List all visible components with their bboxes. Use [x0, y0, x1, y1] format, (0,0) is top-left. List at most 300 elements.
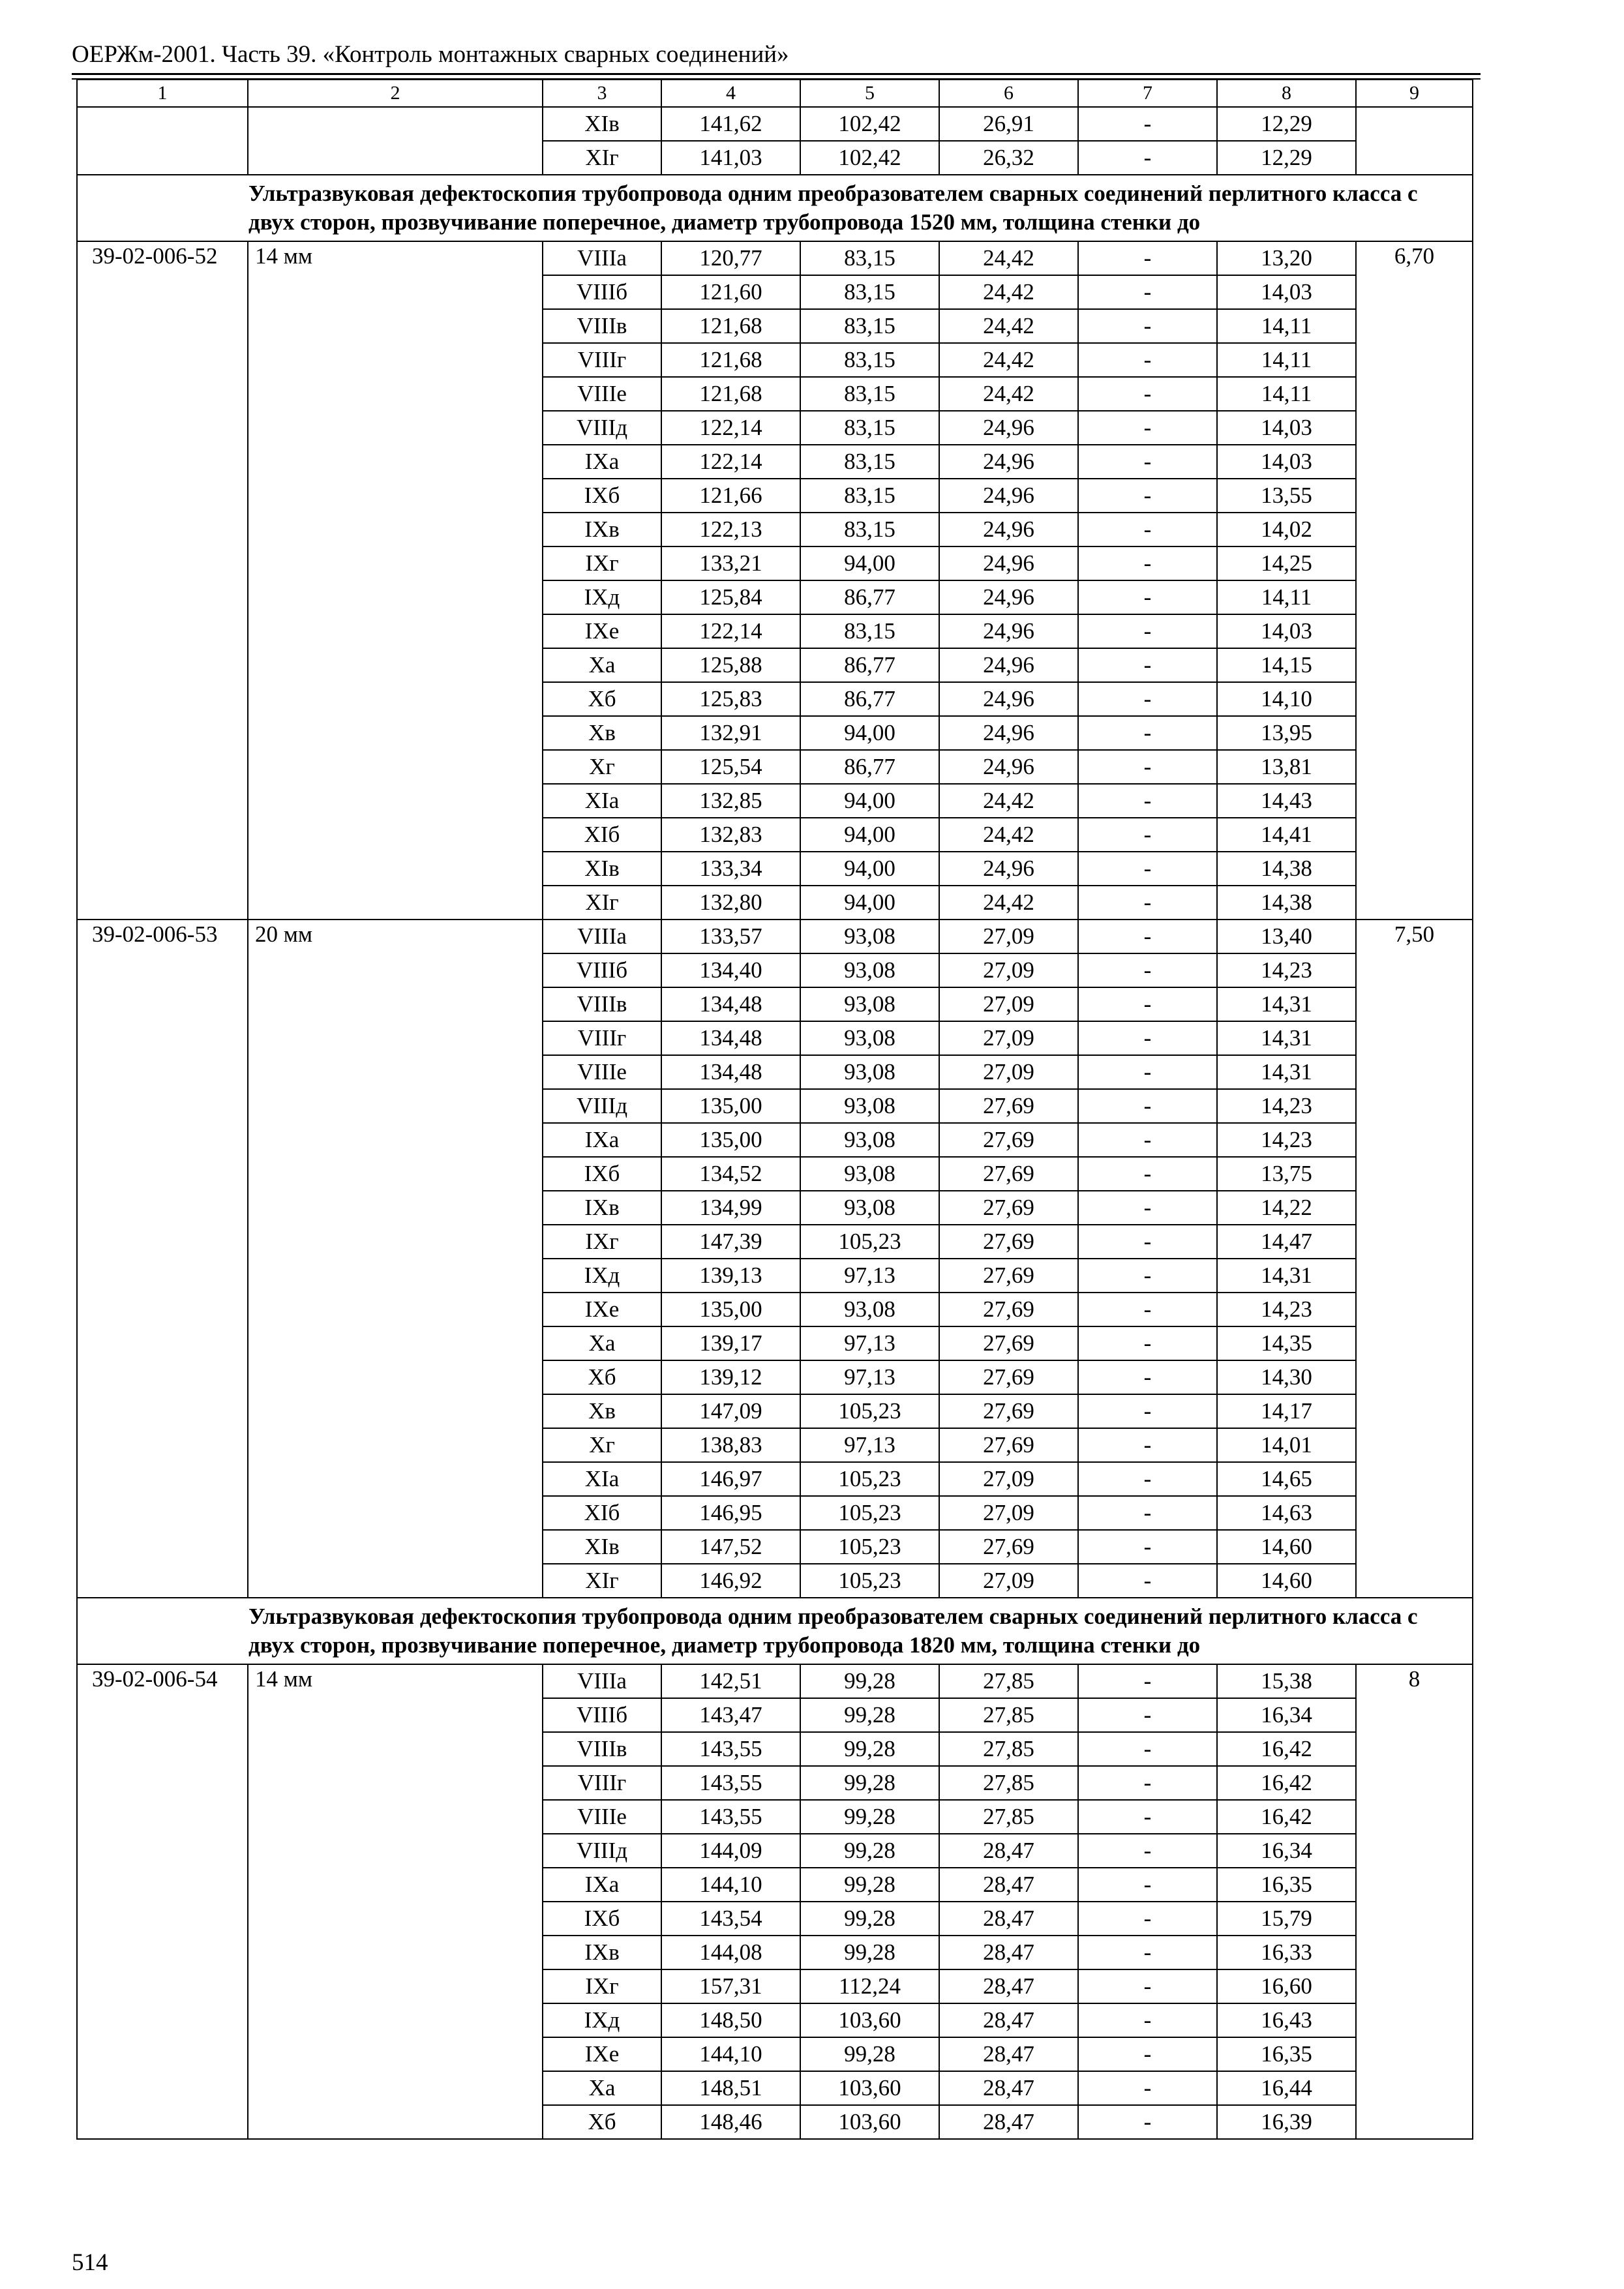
wages-machinists-cell: - [1078, 750, 1217, 784]
category-cell: XIв [543, 107, 661, 141]
wages-machinists-cell: - [1078, 1360, 1217, 1394]
total-cost-cell: 134,48 [661, 1055, 800, 1089]
wages-cell: 103,60 [800, 2003, 939, 2037]
total-cost-cell: 141,03 [661, 141, 800, 175]
machine-cost-cell: 27,69 [939, 1428, 1078, 1462]
category-cell: IXе [543, 2037, 661, 2071]
category-cell: IXг [543, 1969, 661, 2003]
materials-cell: 14,23 [1217, 1123, 1356, 1157]
wages-cell: 83,15 [800, 614, 939, 648]
category-cell: VIIIа [543, 920, 661, 953]
rate-code-cell: 39-02-006-54 [77, 1664, 248, 2139]
wages-cell: 97,13 [800, 1428, 939, 1462]
machine-cost-cell: 24,96 [939, 614, 1078, 648]
materials-cell: 13,81 [1217, 750, 1356, 784]
total-cost-cell: 143,54 [661, 1902, 800, 1936]
total-cost-cell: 144,10 [661, 2037, 800, 2071]
wages-machinists-cell: - [1078, 1462, 1217, 1496]
category-cell: IXе [543, 614, 661, 648]
materials-cell: 13,20 [1217, 241, 1356, 275]
total-cost-cell: 122,13 [661, 513, 800, 546]
total-cost-cell: 134,52 [661, 1157, 800, 1191]
rate-code-cell: 39-02-006-53 [77, 920, 248, 1598]
machine-cost-cell: 27,85 [939, 1732, 1078, 1766]
materials-cell: 15,79 [1217, 1902, 1356, 1936]
total-cost-cell: 120,77 [661, 241, 800, 275]
category-cell: IXа [543, 1123, 661, 1157]
wages-machinists-cell: - [1078, 1664, 1217, 1698]
materials-cell: 14,10 [1217, 682, 1356, 716]
category-cell: IXд [543, 580, 661, 614]
materials-cell: 14,11 [1217, 580, 1356, 614]
machine-cost-cell: 24,42 [939, 343, 1078, 377]
total-cost-cell: 122,14 [661, 614, 800, 648]
category-cell: IXв [543, 1191, 661, 1225]
total-cost-cell: 144,08 [661, 1936, 800, 1969]
wages-machinists-cell: - [1078, 1698, 1217, 1732]
total-cost-cell: 132,83 [661, 818, 800, 852]
column-numbers-row [77, 80, 1473, 107]
total-cost-cell: 144,09 [661, 1834, 800, 1868]
wages-machinists-cell: - [1078, 241, 1217, 275]
category-cell: VIIIе [543, 1800, 661, 1834]
wages-cell: 93,08 [800, 1021, 939, 1055]
materials-cell: 14,17 [1217, 1394, 1356, 1428]
total-cost-cell: 134,40 [661, 953, 800, 987]
category-cell: VIIIб [543, 1698, 661, 1732]
wall-thickness-cell: 14 мм [248, 1664, 543, 2139]
category-cell: IXд [543, 2003, 661, 2037]
total-cost-cell: 148,50 [661, 2003, 800, 2037]
total-cost-cell: 146,95 [661, 1496, 800, 1530]
machine-cost-cell: 28,47 [939, 2105, 1078, 2139]
machine-cost-cell: 26,91 [939, 107, 1078, 141]
wages-machinists-cell: - [1078, 1936, 1217, 1969]
machine-cost-cell: 27,69 [939, 1225, 1078, 1259]
wages-machinists-cell: - [1078, 614, 1217, 648]
header-rule [72, 73, 1481, 75]
materials-cell: 14,01 [1217, 1428, 1356, 1462]
wages-cell: 86,77 [800, 682, 939, 716]
materials-cell: 14,65 [1217, 1462, 1356, 1496]
wages-cell: 93,08 [800, 1055, 939, 1089]
wages-cell: 97,13 [800, 1259, 939, 1293]
total-cost-cell: 157,31 [661, 1969, 800, 2003]
wages-cell: 99,28 [800, 2037, 939, 2071]
wages-cell: 102,42 [800, 107, 939, 141]
wages-cell: 83,15 [800, 377, 939, 411]
total-cost-cell: 133,57 [661, 920, 800, 953]
category-cell: VIIIб [543, 275, 661, 309]
wages-machinists-cell: - [1078, 275, 1217, 309]
materials-cell: 13,95 [1217, 716, 1356, 750]
column-number: 1 [77, 80, 248, 107]
materials-cell: 15,38 [1217, 1664, 1356, 1698]
materials-cell: 14,31 [1217, 1021, 1356, 1055]
total-cost-cell: 138,83 [661, 1428, 800, 1462]
total-cost-cell: 141,62 [661, 107, 800, 141]
wages-machinists-cell: - [1078, 920, 1217, 953]
category-cell: IXг [543, 1225, 661, 1259]
machine-cost-cell: 27,09 [939, 953, 1078, 987]
materials-cell: 13,55 [1217, 479, 1356, 513]
wages-machinists-cell: - [1078, 852, 1217, 886]
wages-machinists-cell: - [1078, 411, 1217, 445]
machine-cost-cell: 24,42 [939, 886, 1078, 920]
wages-cell: 94,00 [800, 716, 939, 750]
machine-cost-cell: 28,47 [939, 2037, 1078, 2071]
wages-cell: 83,15 [800, 445, 939, 479]
category-cell: XIа [543, 784, 661, 818]
wages-machinists-cell: - [1078, 513, 1217, 546]
category-cell: IXв [543, 513, 661, 546]
wages-cell: 94,00 [800, 886, 939, 920]
category-cell: VIIIе [543, 377, 661, 411]
wages-machinists-cell: - [1078, 377, 1217, 411]
materials-cell: 13,40 [1217, 920, 1356, 953]
wages-cell: 86,77 [800, 750, 939, 784]
materials-cell: 14,60 [1217, 1564, 1356, 1598]
labor-cost-cell: 8 [1356, 1664, 1473, 2139]
machine-cost-cell: 24,96 [939, 513, 1078, 546]
wages-cell: 99,28 [800, 1664, 939, 1698]
section-row [77, 175, 1473, 241]
wages-cell: 99,28 [800, 1766, 939, 1800]
materials-cell: 13,75 [1217, 1157, 1356, 1191]
category-cell: Xб [543, 1360, 661, 1394]
total-cost-cell: 122,14 [661, 411, 800, 445]
materials-cell: 14,22 [1217, 1191, 1356, 1225]
wages-machinists-cell: - [1078, 1496, 1217, 1530]
wages-cell: 93,08 [800, 1293, 939, 1326]
wages-machinists-cell: - [1078, 953, 1217, 987]
wages-machinists-cell: - [1078, 479, 1217, 513]
total-cost-cell: 139,12 [661, 1360, 800, 1394]
category-cell: Xа [543, 648, 661, 682]
wages-machinists-cell: - [1078, 716, 1217, 750]
materials-cell: 14,11 [1217, 309, 1356, 343]
materials-cell: 14,15 [1217, 648, 1356, 682]
materials-cell: 16,33 [1217, 1936, 1356, 1969]
wages-cell: 94,00 [800, 546, 939, 580]
materials-cell: 14,03 [1217, 275, 1356, 309]
machine-cost-cell: 28,47 [939, 1936, 1078, 1969]
wall-thickness-cell: 20 мм [248, 920, 543, 1598]
category-cell: VIIIв [543, 987, 661, 1021]
wages-machinists-cell: - [1078, 1902, 1217, 1936]
rate-code-cell: 39-02-006-52 [77, 241, 248, 920]
wages-cell: 99,28 [800, 1698, 939, 1732]
machine-cost-cell: 27,69 [939, 1089, 1078, 1123]
wages-machinists-cell: - [1078, 2071, 1217, 2105]
wages-cell: 94,00 [800, 818, 939, 852]
column-number: 2 [248, 80, 543, 107]
total-cost-cell: 132,91 [661, 716, 800, 750]
machine-cost-cell: 27,69 [939, 1123, 1078, 1157]
wages-machinists-cell: - [1078, 1123, 1217, 1157]
materials-cell: 14,23 [1217, 1089, 1356, 1123]
materials-cell: 14,25 [1217, 546, 1356, 580]
wages-machinists-cell: - [1078, 1259, 1217, 1293]
total-cost-cell: 133,21 [661, 546, 800, 580]
materials-cell: 16,43 [1217, 2003, 1356, 2037]
wages-cell: 83,15 [800, 275, 939, 309]
wages-machinists-cell: - [1078, 648, 1217, 682]
machine-cost-cell: 24,42 [939, 818, 1078, 852]
page-header [72, 40, 1481, 80]
column-number: 3 [543, 80, 661, 107]
machine-cost-cell: 27,09 [939, 987, 1078, 1021]
wages-machinists-cell: - [1078, 580, 1217, 614]
column-number: 4 [661, 80, 800, 107]
category-cell: IXв [543, 1936, 661, 1969]
total-cost-cell: 132,80 [661, 886, 800, 920]
machine-cost-cell: 24,96 [939, 411, 1078, 445]
materials-cell: 14,47 [1217, 1225, 1356, 1259]
wages-cell: 93,08 [800, 920, 939, 953]
total-cost-cell: 142,51 [661, 1664, 800, 1698]
total-cost-cell: 125,88 [661, 648, 800, 682]
materials-cell: 16,35 [1217, 2037, 1356, 2071]
wages-machinists-cell: - [1078, 445, 1217, 479]
materials-cell: 14,03 [1217, 411, 1356, 445]
category-cell: XIа [543, 1462, 661, 1496]
wages-machinists-cell: - [1078, 1969, 1217, 2003]
wages-cell: 103,60 [800, 2071, 939, 2105]
total-cost-cell: 146,92 [661, 1564, 800, 1598]
column-number: 7 [1078, 80, 1217, 107]
category-cell: VIIIе [543, 1055, 661, 1089]
total-cost-cell: 143,55 [661, 1732, 800, 1766]
category-cell: VIIIг [543, 1766, 661, 1800]
wages-cell: 99,28 [800, 1902, 939, 1936]
machine-cost-cell: 24,42 [939, 241, 1078, 275]
wages-machinists-cell: - [1078, 784, 1217, 818]
wages-cell: 105,23 [800, 1225, 939, 1259]
wages-cell: 86,77 [800, 580, 939, 614]
wages-cell: 93,08 [800, 1191, 939, 1225]
machine-cost-cell: 27,09 [939, 1021, 1078, 1055]
total-cost-cell: 147,52 [661, 1530, 800, 1564]
wages-machinists-cell: - [1078, 1732, 1217, 1766]
materials-cell: 14,31 [1217, 1259, 1356, 1293]
machine-cost-cell: 27,69 [939, 1259, 1078, 1293]
category-cell: XIб [543, 818, 661, 852]
total-cost-cell: 125,84 [661, 580, 800, 614]
wages-machinists-cell: - [1078, 1293, 1217, 1326]
category-cell: Xг [543, 750, 661, 784]
total-cost-cell: 147,39 [661, 1225, 800, 1259]
materials-cell: 14,60 [1217, 1530, 1356, 1564]
machine-cost-cell: 27,69 [939, 1394, 1078, 1428]
wages-machinists-cell: - [1078, 987, 1217, 1021]
wages-machinists-cell: - [1078, 1564, 1217, 1598]
wages-machinists-cell: - [1078, 1021, 1217, 1055]
machine-cost-cell: 27,85 [939, 1766, 1078, 1800]
materials-cell: 14,31 [1217, 1055, 1356, 1089]
wages-cell: 94,00 [800, 784, 939, 818]
total-cost-cell: 143,55 [661, 1766, 800, 1800]
wages-cell: 105,23 [800, 1394, 939, 1428]
machine-cost-cell: 26,32 [939, 141, 1078, 175]
wages-cell: 99,28 [800, 1868, 939, 1902]
wages-cell: 97,13 [800, 1326, 939, 1360]
wages-cell: 93,08 [800, 1123, 939, 1157]
wages-machinists-cell: - [1078, 886, 1217, 920]
wages-machinists-cell: - [1078, 1834, 1217, 1868]
column-number: 9 [1356, 80, 1473, 107]
column-number: 8 [1217, 80, 1356, 107]
category-cell: VIIIд [543, 411, 661, 445]
category-cell: XIг [543, 141, 661, 175]
machine-cost-cell: 27,09 [939, 1055, 1078, 1089]
category-cell: IXб [543, 479, 661, 513]
wages-cell: 112,24 [800, 1969, 939, 2003]
total-cost-cell: 143,47 [661, 1698, 800, 1732]
category-cell: Xв [543, 1394, 661, 1428]
machine-cost-cell: 28,47 [939, 1868, 1078, 1902]
machine-cost-cell: 24,96 [939, 716, 1078, 750]
materials-cell: 16,60 [1217, 1969, 1356, 2003]
wages-cell: 93,08 [800, 953, 939, 987]
category-cell: VIIIа [543, 241, 661, 275]
wages-machinists-cell: - [1078, 1800, 1217, 1834]
category-cell: Xб [543, 682, 661, 716]
wages-machinists-cell: - [1078, 1191, 1217, 1225]
category-cell: IXг [543, 546, 661, 580]
category-cell: Xа [543, 1326, 661, 1360]
wages-cell: 93,08 [800, 987, 939, 1021]
materials-cell: 16,44 [1217, 2071, 1356, 2105]
category-cell: XIг [543, 886, 661, 920]
total-cost-cell: 135,00 [661, 1089, 800, 1123]
section-row [77, 1598, 1473, 1664]
machine-cost-cell: 24,96 [939, 546, 1078, 580]
machine-cost-cell: 27,09 [939, 1462, 1078, 1496]
category-cell: IXб [543, 1157, 661, 1191]
total-cost-cell: 122,14 [661, 445, 800, 479]
section-title: Ультразвуковая дефектоскопия трубопровода одним преобразователем сварных соединений перлитного класса с двух сторон, прозвучивание поперечное, диаметр трубопровода 1520 мм, толщина стенки до [77, 175, 1473, 241]
category-cell: IXд [543, 1259, 661, 1293]
machine-cost-cell: 24,96 [939, 750, 1078, 784]
wages-machinists-cell: - [1078, 1428, 1217, 1462]
wages-machinists-cell: - [1078, 1868, 1217, 1902]
page-number: 514 [72, 2249, 108, 2276]
category-cell: IXе [543, 1293, 661, 1326]
total-cost-cell: 147,09 [661, 1394, 800, 1428]
total-cost-cell: 134,48 [661, 987, 800, 1021]
labor-cost-cell: 7,50 [1356, 920, 1473, 1598]
table-row [77, 1664, 1473, 1698]
materials-cell: 14,11 [1217, 343, 1356, 377]
wages-machinists-cell: - [1078, 1055, 1217, 1089]
materials-cell: 16,39 [1217, 2105, 1356, 2139]
category-cell: XIв [543, 1530, 661, 1564]
thickness-cell [248, 107, 543, 175]
category-cell: VIIIб [543, 953, 661, 987]
machine-cost-cell: 24,96 [939, 648, 1078, 682]
wages-cell: 83,15 [800, 479, 939, 513]
machine-cost-cell: 27,85 [939, 1664, 1078, 1698]
total-cost-cell: 133,34 [661, 852, 800, 886]
category-cell: VIIIв [543, 1732, 661, 1766]
labor-cell [1356, 107, 1473, 175]
total-cost-cell: 148,46 [661, 2105, 800, 2139]
wages-cell: 93,08 [800, 1089, 939, 1123]
machine-cost-cell: 28,47 [939, 2071, 1078, 2105]
wages-machinists-cell: - [1078, 1225, 1217, 1259]
total-cost-cell: 139,17 [661, 1326, 800, 1360]
machine-cost-cell: 24,42 [939, 275, 1078, 309]
machine-cost-cell: 27,09 [939, 1496, 1078, 1530]
machine-cost-cell: 24,96 [939, 852, 1078, 886]
materials-cell: 14,43 [1217, 784, 1356, 818]
category-cell: IXа [543, 445, 661, 479]
machine-cost-cell: 27,09 [939, 1564, 1078, 1598]
table-body [77, 80, 1473, 2139]
category-cell: VIIIг [543, 1021, 661, 1055]
materials-cell: 14,38 [1217, 852, 1356, 886]
category-cell: IXа [543, 1868, 661, 1902]
wages-cell: 99,28 [800, 1732, 939, 1766]
machine-cost-cell: 27,85 [939, 1800, 1078, 1834]
category-cell: IXб [543, 1902, 661, 1936]
rates-table [76, 79, 1473, 2140]
wages-cell: 94,00 [800, 852, 939, 886]
materials-cell: 14,38 [1217, 886, 1356, 920]
materials-cell: 14,41 [1217, 818, 1356, 852]
category-cell: Xг [543, 1428, 661, 1462]
total-cost-cell: 132,85 [661, 784, 800, 818]
materials-cell: 14,11 [1217, 377, 1356, 411]
materials-cell: 12,29 [1217, 107, 1356, 141]
category-cell: VIIIв [543, 309, 661, 343]
wages-machinists-cell: - [1078, 1089, 1217, 1123]
materials-cell: 16,34 [1217, 1834, 1356, 1868]
materials-cell: 14,31 [1217, 987, 1356, 1021]
category-cell: VIIIд [543, 1089, 661, 1123]
total-cost-cell: 134,99 [661, 1191, 800, 1225]
total-cost-cell: 121,68 [661, 343, 800, 377]
category-cell: Xв [543, 716, 661, 750]
wages-machinists-cell: - [1078, 1157, 1217, 1191]
document-title: ОЕРЖм-2001. Часть 39. «Контроль монтажных сварных соединений» [72, 41, 789, 68]
category-cell: Xб [543, 2105, 661, 2139]
materials-cell: 14,23 [1217, 953, 1356, 987]
wages-cell: 105,23 [800, 1530, 939, 1564]
materials-cell: 14,23 [1217, 1293, 1356, 1326]
machine-cost-cell: 24,96 [939, 445, 1078, 479]
machine-cost-cell: 27,69 [939, 1157, 1078, 1191]
wages-cell: 83,15 [800, 309, 939, 343]
wages-machinists-cell: - [1078, 107, 1217, 141]
total-cost-cell: 148,51 [661, 2071, 800, 2105]
materials-cell: 16,42 [1217, 1766, 1356, 1800]
machine-cost-cell: 28,47 [939, 1969, 1078, 2003]
materials-cell: 16,42 [1217, 1732, 1356, 1766]
wages-machinists-cell: - [1078, 1326, 1217, 1360]
wages-cell: 97,13 [800, 1360, 939, 1394]
machine-cost-cell: 24,96 [939, 479, 1078, 513]
total-cost-cell: 121,60 [661, 275, 800, 309]
materials-cell: 14,30 [1217, 1360, 1356, 1394]
category-cell: VIIIд [543, 1834, 661, 1868]
labor-cost-cell: 6,70 [1356, 241, 1473, 920]
machine-cost-cell: 27,69 [939, 1191, 1078, 1225]
wages-machinists-cell: - [1078, 343, 1217, 377]
category-cell: XIв [543, 852, 661, 886]
wages-cell: 83,15 [800, 513, 939, 546]
